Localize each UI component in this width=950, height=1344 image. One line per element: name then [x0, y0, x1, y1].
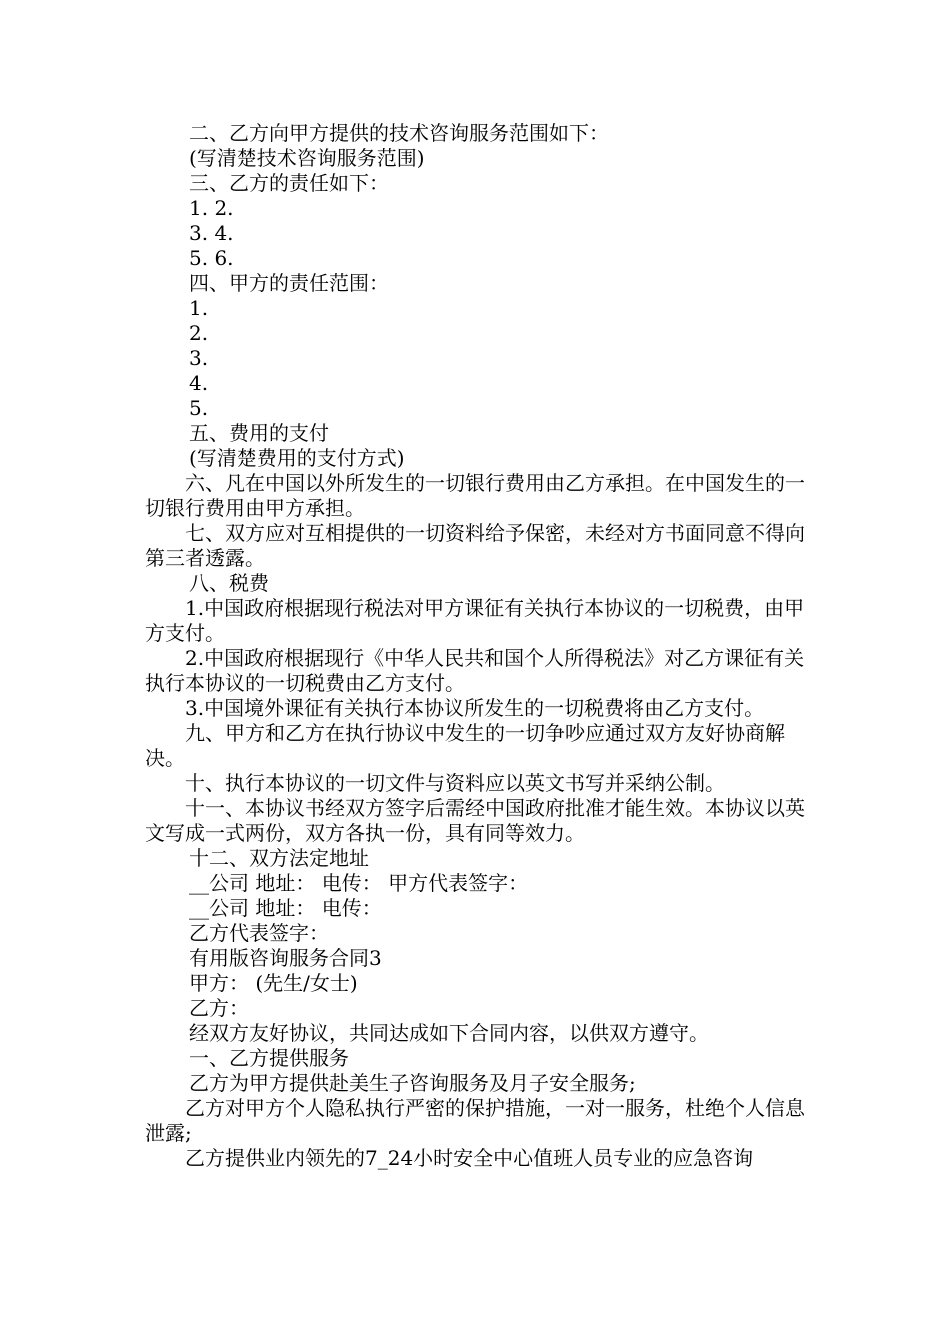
- service-paragraph-2: 乙方对甲方个人隐私执行严密的保护措施，一对一服务，杜绝个人信息泄露;: [145, 1096, 805, 1145]
- clause-8-heading: 八、税费: [189, 571, 269, 595]
- party-b-address-line: __公司 地址： 电传：: [189, 896, 382, 920]
- clause-6-paragraph: 六、凡在中国以外所发生的一切银行费用由乙方承担。在中国发生的一切银行费用由甲方承担。: [145, 471, 805, 520]
- agreement-intro: 经双方友好协议，共同达成如下合同内容，以供双方遵守。: [189, 1021, 709, 1045]
- party-a-line: 甲方： (先生/女士): [189, 971, 358, 995]
- list-line: 2.: [189, 321, 209, 345]
- contract-3-title: 有用版咨询服务合同3: [189, 946, 382, 970]
- clause-8-item-1: 1.中国政府根据现行税法对甲方课征有关执行本协议的一切税费，由甲方支付。: [145, 596, 805, 645]
- clause-8-item-2: 2.中国政府根据现行《中华人民共和国个人所得税法》对乙方课征有关执行本协议的一切税费由乙方支付。: [145, 646, 805, 695]
- clause-3-heading: 三、乙方的责任如下：: [189, 171, 389, 195]
- party-b-line: 乙方：: [189, 996, 249, 1020]
- list-line: 1.: [189, 296, 209, 320]
- section-1-heading: 一、乙方提供服务: [189, 1046, 349, 1070]
- clause-2-note: (写清楚技术咨询服务范围): [189, 146, 425, 170]
- service-paragraph-1: 乙方为甲方提供赴美生子咨询服务及月子安全服务;: [189, 1071, 636, 1095]
- party-b-signature-line: 乙方代表签字：: [189, 921, 329, 945]
- service-paragraph-3: 乙方提供业内领先的7_24小时安全中心值班人员专业的应急咨询: [185, 1146, 754, 1170]
- clause-5-note: (写清楚费用的支付方式): [189, 446, 405, 470]
- clause-11-paragraph: 十一、本协议书经双方签字后需经中国政府批准才能生效。本协议以英文写成一式两份，双方各执一份，具有同等效力。: [145, 796, 805, 845]
- clause-5-heading: 五、费用的支付: [189, 421, 329, 445]
- list-line: 1. 2.: [189, 196, 234, 220]
- document-body: [145, 121, 810, 1171]
- clause-10-paragraph: 十、执行本协议的一切文件与资料应以英文书写并采纳公制。: [185, 771, 725, 795]
- list-line: 5.: [189, 396, 209, 420]
- clause-9-paragraph: 九、甲方和乙方在执行协议中发生的一切争吵应通过双方友好协商解决。: [145, 721, 785, 770]
- list-line: 3. 4.: [189, 221, 234, 245]
- list-line: 3.: [189, 346, 209, 370]
- clause-7-paragraph: 七、双方应对互相提供的一切资料给予保密，未经对方书面同意不得向第三者透露。: [145, 521, 805, 570]
- list-line: 4.: [189, 371, 209, 395]
- clause-12-heading: 十二、双方法定地址: [189, 846, 369, 870]
- clause-8-item-3: 3.中国境外课征有关执行本协议所发生的一切税费将由乙方支付。: [185, 696, 765, 720]
- party-a-address-line: __公司 地址： 电传： 甲方代表签字：: [189, 871, 529, 895]
- clause-4-heading: 四、甲方的责任范围：: [189, 271, 389, 295]
- clause-2-heading: 二、乙方向甲方提供的技术咨询服务范围如下：: [189, 121, 609, 145]
- list-line: 5. 6.: [189, 246, 234, 270]
